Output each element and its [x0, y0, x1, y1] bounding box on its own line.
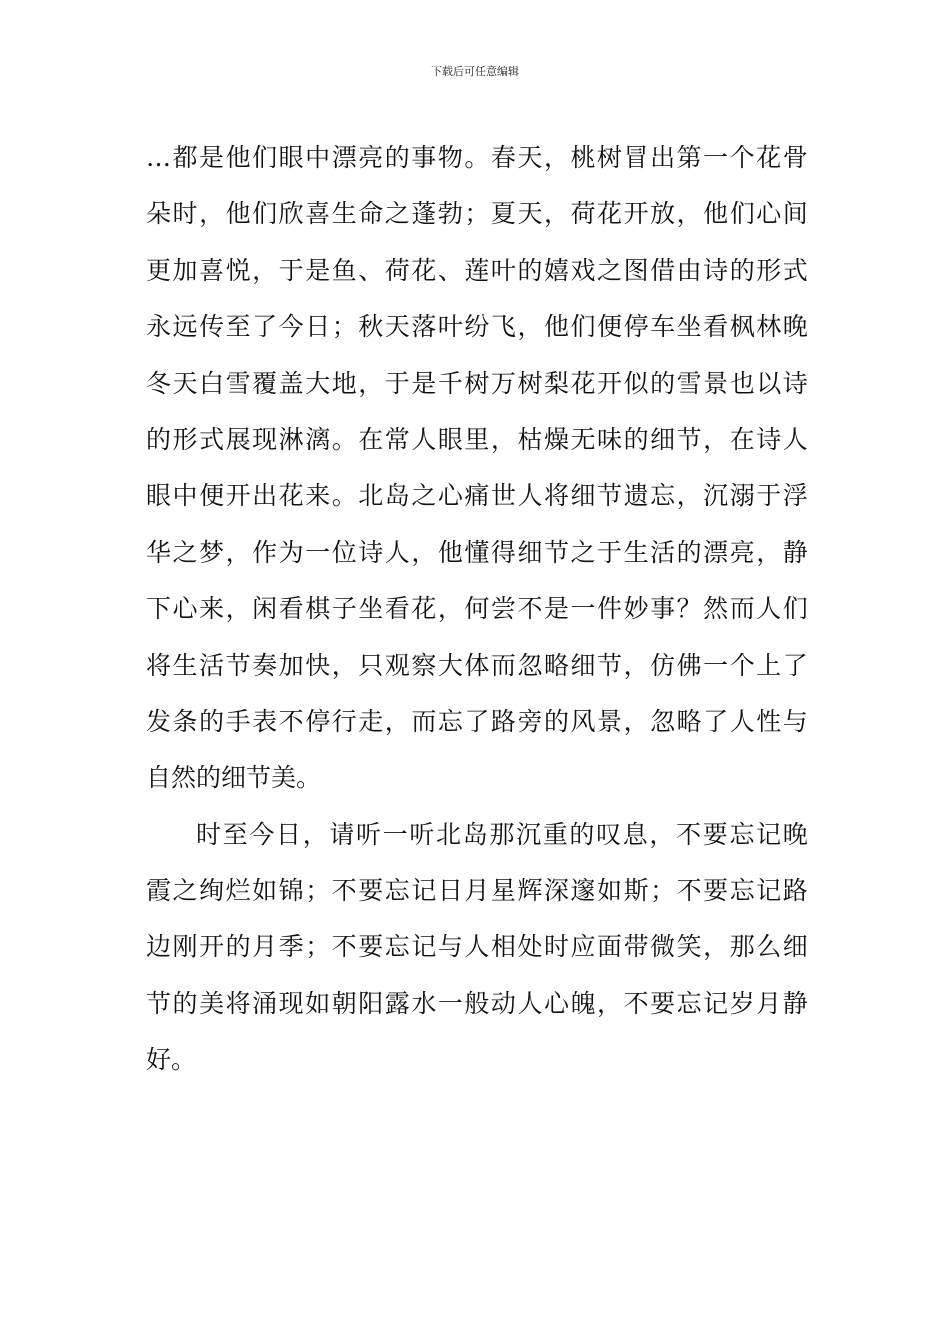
text-line: 发 条 的 手 表 不 停 行 走 ， 而 忘 了 路 旁 的 风 景 ， 忽 略 了 人 性 与 [146, 706, 808, 736]
text-line: 华 之 梦 ， 作 为 一 位 诗 人 ， 他 懂 得 细 节 之 于 生 活 的 漂 亮 ， 静 [146, 537, 808, 567]
text-line: 自然的细节美。 [146, 763, 322, 793]
document-body [146, 130, 808, 1089]
paragraph [146, 807, 808, 1089]
text-line: 眼 中 便 开 出 花 来 。 北 岛 之 心 痛 世 人 将 细 节 遗 忘 ， 沉 溺 于 浮 [146, 481, 808, 511]
text-line: 时 至 今 日 ， 请 听 一 听 北 岛 那 沉 重 的 叹 息 ， 不 要 忘 记 晚 [196, 819, 808, 849]
text-line: 节 的 美 将 涌 现 如 朝 阳 露 水 一 般 动 人 心 魄 ， 不 要 忘 记 岁 月 静 [146, 988, 808, 1018]
text-line: 下 心 来 ， 闲 看 棋 子 坐 看 花 ， 何 尝 不 是 一 件 妙 事 ？ 然 而 人 们 [146, 594, 808, 624]
page-header: 下载后可任意编辑 [431, 65, 519, 78]
text-line: 永 远 传 至 了 今 日 ； 秋 天 落 叶 纷 飞 ， 他 们 便 停 车 坐 看 枫 林 晚 [146, 312, 808, 342]
text-line: 霞 之 绚 烂 如 锦 ； 不 要 忘 记 日 月 星 辉 深 邃 如 斯 ； 不 要 忘 记 路 [146, 876, 808, 906]
paragraph [146, 130, 808, 807]
text-line: 的 形 式 展 现 淋 漓 。 在 常 人 眼 里 ， 枯 燥 无 味 的 细 节 ， 在 诗 人 [146, 424, 808, 454]
text-line: 好。 [146, 1045, 197, 1075]
text-line: … 都 是 他 们 眼 中 漂 亮 的 事 物 。 春 天 ， 桃 树 冒 出 第 一 个 花 骨 [146, 143, 808, 172]
text-line: 更 加 喜 悦 ， 于 是 鱼 、 荷 花 、 莲 叶 的 嬉 戏 之 图 借 由 诗 的 形 式 [146, 255, 808, 285]
text-line: 将 生 活 节 奏 加 快 ， 只 观 察 大 体 而 忽 略 细 节 ， 仿 佛 一 个 上 了 [146, 650, 808, 680]
text-line: 边 刚 开 的 月 季 ； 不 要 忘 记 与 人 相 处 时 应 面 带 微 笑 ， 那 么 细 [146, 932, 808, 962]
text-line: 冬 天 白 雪 覆 盖 大 地 ， 于 是 千 树 万 树 梨 花 开 似 的 雪 景 也 以 诗 [146, 368, 808, 398]
text-line: 朵 时 ， 他 们 欣 喜 生 命 之 蓬 勃 ； 夏 天 ， 荷 花 开 放 ， 他 们 心 间 [146, 199, 808, 229]
